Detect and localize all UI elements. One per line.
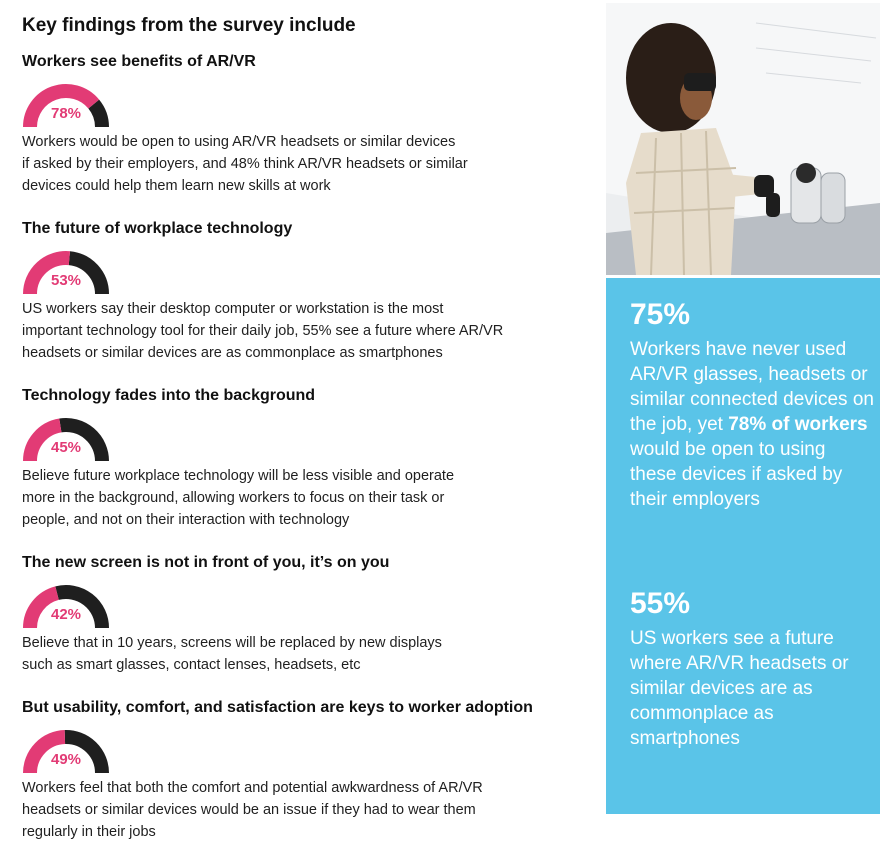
gauge-label: 42%	[50, 606, 82, 623]
stat-value: 75%	[630, 298, 691, 331]
description-line: devices could help them learn new skills at work	[22, 178, 331, 194]
description-line: Workers feel that both the comfort and potential awkwardness of AR/VR	[22, 780, 483, 796]
gauge-track	[94, 104, 102, 127]
stat-text-emphasis: 78% of workers	[728, 414, 868, 435]
finding-description	[22, 298, 582, 364]
page-title: Key findings from the survey include	[22, 15, 356, 36]
gauge-label: 78%	[50, 105, 82, 122]
vr-headset-photo	[606, 3, 880, 275]
finding-heading: Workers see benefits of AR/VR	[22, 53, 256, 70]
percentage-gauge	[19, 417, 113, 463]
finding-description	[22, 131, 582, 197]
description-line: important technology tool for their daily job, 55% see a future where AR/VR	[22, 323, 504, 339]
stat-description: US workers see a future where AR/VR headsets or similar devices are as commonplace as smartphones	[630, 628, 849, 749]
finding-heading: The future of workplace technology	[22, 220, 293, 237]
description-line: Believe future workplace technology will be less visible and operate	[22, 468, 455, 484]
finding-heading: Technology fades into the background	[22, 387, 316, 404]
percentage-gauge	[19, 729, 113, 775]
description-line: if asked by their employers, and 48% think AR/VR headsets or similar	[22, 156, 468, 172]
percentage-gauge	[19, 584, 113, 630]
stat-text-part: would be open to using these devices if asked by their employers	[630, 439, 843, 510]
description-line: Believe that in 10 years, screens will be replaced by new displays	[22, 635, 442, 651]
gauge-label: 49%	[50, 751, 82, 768]
description-line: headsets or similar devices would be an issue if they had to wear them	[22, 802, 476, 818]
description-line: such as smart glasses, contact lenses, headsets, etc	[22, 657, 361, 673]
percentage-gauge	[19, 83, 113, 129]
finding-description	[22, 465, 582, 531]
description-line: Workers would be open to using AR/VR headsets or similar devices	[22, 134, 456, 150]
description-line: regularly in their jobs	[22, 824, 156, 840]
stat-description	[630, 337, 876, 512]
finding-description	[22, 777, 582, 843]
stat-text-part: Workers have never used AR/VR glasses, headsets or similar connected devices on the job, yet	[630, 339, 874, 435]
gauge-label: 45%	[50, 439, 82, 456]
description-line: people, and not on their interaction with technology	[22, 512, 350, 528]
stats-panel	[606, 278, 880, 814]
stat-value: 55%	[630, 587, 691, 620]
description-line: more in the background, allowing workers to focus on their task or	[22, 490, 445, 506]
description-line: headsets or similar devices are as commonplace as smartphones	[22, 345, 443, 361]
vr-user-illustration	[606, 3, 880, 275]
finding-heading: The new screen is not in front of you, it’s on you	[22, 554, 390, 571]
percentage-gauge	[19, 250, 113, 296]
description-line: US workers say their desktop computer or workstation is the most	[22, 301, 444, 317]
finding-description	[22, 632, 582, 676]
gauge-label: 53%	[50, 272, 82, 289]
finding-heading: But usability, comfort, and satisfaction are keys to worker adoption	[22, 699, 533, 716]
